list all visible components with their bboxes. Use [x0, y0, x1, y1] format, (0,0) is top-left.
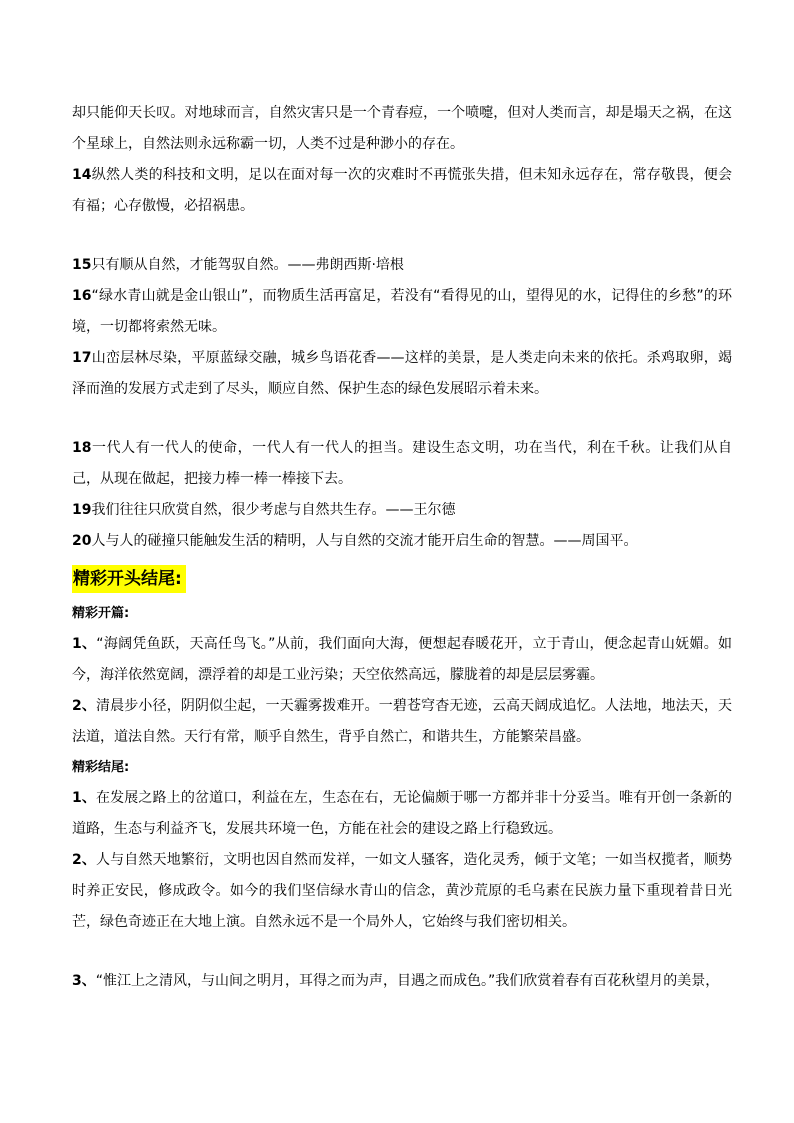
paragraph [72, 845, 732, 938]
section-title: 精彩开头结尾: [72, 565, 186, 593]
paragraph [72, 98, 732, 160]
paragraph-text: 却只能仰天长叹。对地球而言，自然灾害只是一个青春痘，一个喷嚏，但对人类而言，却是塌天之祸，在这个星球上，自然法则永远称霸一切，人类不过是种渺小的存在。 [72, 105, 732, 152]
paragraph-text: 在发展之路上的岔道口，利益在左，生态在右，无论偏颇于哪一方都并非十分妥当。唯有开创一条新的道路，生态与利益齐飞，发展共环境一色，方能在社会的建设之路上行稳致远。 [72, 790, 732, 837]
paragraph-number: 3、 [72, 973, 96, 989]
paragraph-text: 纵然人类的科技和文明，足以在面对每一次的灾难时不再慌张失措，但未知永远存在，常存敬畏，便会有福；心存傲慢，必招祸患。 [72, 167, 732, 214]
opening-subtitle: 精彩开篇: [72, 606, 130, 621]
paragraph [72, 691, 732, 753]
paragraph-number: 2、 [72, 852, 97, 868]
paragraph [72, 343, 732, 405]
paragraph-number: 20 [72, 533, 92, 549]
paragraph [72, 526, 732, 557]
paragraph-text: 人与自然天地繁衍，文明也因自然而发祥，一如文人骚客，造化灵秀，倾于文笔；一如当权揽者，顺势时养正安民，修成政令。如今的我们坚信绿水青山的信念，黄沙荒原的毛乌素在民族力量下重现着昔日光芒，绿色奇迹正在大地上演。自然永远不是一个局外人，它始终与我们密切相关。 [72, 852, 732, 930]
paragraph-number: 16 [72, 288, 92, 304]
spacer [72, 938, 732, 966]
paragraph [72, 495, 732, 526]
paragraph-group-low [72, 433, 732, 557]
paragraph-text: 一代人有一代人的使命，一代人有一代人的担当。建设生态文明，功在当代，利在千秋。让我们从自己，从现在做起，把接力棒一棒一棒接下去。 [72, 440, 732, 487]
document-page [72, 98, 732, 997]
ending-subtitle: 精彩结尾: [72, 760, 130, 775]
paragraph-text: 只有顺从自然，才能驾驭自然。——弗朗西斯·培根 [91, 257, 404, 273]
paragraph [72, 783, 732, 845]
paragraph [72, 250, 732, 281]
spacer [72, 405, 732, 433]
paragraph-text: 山峦层林尽染，平原蓝绿交融，城乡鸟语花香——这样的美景，是人类走向未来的依托。杀鸡取卵，竭泽而渔的发展方式走到了尽头，顺应自然、保护生态的绿色发展昭示着未来。 [72, 350, 732, 397]
paragraph-number: 19 [72, 502, 92, 518]
paragraph [72, 433, 732, 495]
paragraph-text: 人与人的碰撞只能触发生活的精明，人与自然的交流才能开启生命的智慧。——周国平。 [91, 533, 638, 549]
paragraph-number: 1、 [72, 636, 97, 652]
section-heading-wrap [72, 557, 732, 599]
paragraph [72, 281, 732, 343]
ending-paragraphs [72, 783, 732, 938]
paragraph-number: 15 [72, 257, 92, 273]
ending-paragraphs-continued [72, 966, 732, 997]
paragraph-number: 14 [72, 167, 92, 183]
paragraph-text: 清晨步小径，阴阴似尘起，一天霾雾拨难开。一碧苍穹杳无迹，云高天阔成追忆。人法地，地法天，天法道，道法自然。天行有常，顺乎自然生，背乎自然亡，和谐共生，方能繁荣昌盛。 [72, 698, 732, 745]
paragraph-number: 18 [72, 440, 92, 456]
paragraph-text: “绿水青山就是金山银山”，而物质生活再富足，若没有“看得见的山，望得见的水，记得住的乡愁”的环境，一切都将索然无味。 [72, 288, 732, 335]
paragraph-text: “海阔凭鱼跃，天高任鸟飞。”从前，我们面向大海，便想起春暖花开，立于青山，便念起青山妩媚。如今，海洋依然宽阔，漂浮着的却是工业污染；天空依然高远，朦胧着的却是层层雾霾。 [72, 636, 732, 683]
paragraph-text: “惟江上之清风，与山间之明月，耳得之而为声，目遇之而成色。”我们欣赏着春有百花秋望月的美景， [95, 973, 720, 989]
paragraph-group-mid [72, 250, 732, 405]
spacer [72, 222, 732, 250]
paragraph [72, 966, 732, 997]
paragraph-number: 17 [72, 350, 92, 366]
paragraph [72, 629, 732, 691]
paragraph-group-top [72, 98, 732, 222]
paragraph-number: 1、 [72, 790, 97, 806]
paragraph-number: 2、 [72, 698, 97, 714]
paragraph [72, 160, 732, 222]
paragraph-text: 我们往往只欣赏自然，很少考虑与自然共生存。——王尔德 [91, 502, 456, 518]
opening-paragraphs [72, 629, 732, 753]
